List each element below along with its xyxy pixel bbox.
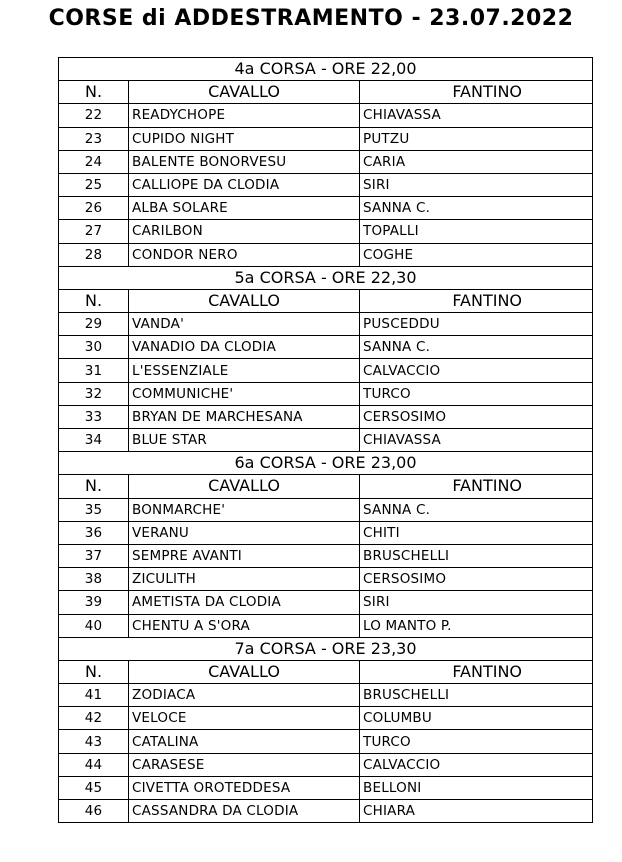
entry-horse: VANDA' xyxy=(129,313,360,336)
entry-number: 37 xyxy=(59,544,129,567)
table-row xyxy=(59,382,593,405)
entry-number: 35 xyxy=(59,498,129,521)
entry-horse: CIVETTA OROTEDDESA xyxy=(129,776,360,799)
entry-horse: BONMARCHE' xyxy=(129,498,360,521)
column-header-jockey: FANTINO xyxy=(360,475,593,498)
entry-number: 23 xyxy=(59,127,129,150)
entry-horse: BRYAN DE MARCHESANA xyxy=(129,405,360,428)
entry-jockey: PUTZU xyxy=(360,127,593,150)
race-header: 6a CORSA - ORE 23,00 xyxy=(59,452,593,475)
entry-number: 24 xyxy=(59,150,129,173)
table-row xyxy=(59,104,593,127)
column-header-jockey: FANTINO xyxy=(360,660,593,683)
entry-horse: BLUE STAR xyxy=(129,429,360,452)
table-row xyxy=(59,498,593,521)
entry-jockey: CERSOSIMO xyxy=(360,568,593,591)
entry-number: 34 xyxy=(59,429,129,452)
table-row xyxy=(59,127,593,150)
entry-jockey: CHIAVASSA xyxy=(360,429,593,452)
entry-horse: CHENTU A S'ORA xyxy=(129,614,360,637)
entry-jockey: SANNA C. xyxy=(360,197,593,220)
column-header-number: N. xyxy=(59,81,129,104)
entry-number: 27 xyxy=(59,220,129,243)
entry-horse: BALENTE BONORVESU xyxy=(129,150,360,173)
entry-horse: SEMPRE AVANTI xyxy=(129,544,360,567)
entry-horse: CATALINA xyxy=(129,730,360,753)
entry-horse: READYCHOPE xyxy=(129,104,360,127)
table-row xyxy=(59,405,593,428)
entry-jockey: CALVACCIO xyxy=(360,753,593,776)
table-row xyxy=(59,591,593,614)
entry-jockey: COLUMBU xyxy=(360,707,593,730)
table-row xyxy=(59,544,593,567)
entry-number: 29 xyxy=(59,313,129,336)
column-header-number: N. xyxy=(59,475,129,498)
column-header-horse: CAVALLO xyxy=(129,475,360,498)
entry-jockey: CHIAVASSA xyxy=(360,104,593,127)
entry-jockey: TURCO xyxy=(360,730,593,753)
entry-number: 45 xyxy=(59,776,129,799)
entry-horse: VERANU xyxy=(129,521,360,544)
entry-horse: L'ESSENZIALE xyxy=(129,359,360,382)
table-row xyxy=(59,150,593,173)
entry-jockey: SANNA C. xyxy=(360,336,593,359)
race-header: 5a CORSA - ORE 22,30 xyxy=(59,266,593,289)
column-header-jockey: FANTINO xyxy=(360,289,593,312)
entry-horse: CARASESE xyxy=(129,753,360,776)
entry-jockey: BRUSCHELLI xyxy=(360,684,593,707)
column-header-number: N. xyxy=(59,660,129,683)
entry-horse: ZICULITH xyxy=(129,568,360,591)
entry-number: 46 xyxy=(59,800,129,823)
column-header-row xyxy=(59,475,593,498)
entry-number: 31 xyxy=(59,359,129,382)
race-header: 7a CORSA - ORE 23,30 xyxy=(59,637,593,660)
table-row xyxy=(59,173,593,196)
entry-horse: CUPIDO NIGHT xyxy=(129,127,360,150)
entry-number: 33 xyxy=(59,405,129,428)
entry-number: 30 xyxy=(59,336,129,359)
entry-jockey: TOPALLI xyxy=(360,220,593,243)
race-header: 4a CORSA - ORE 22,00 xyxy=(59,58,593,81)
entry-jockey: BELLONI xyxy=(360,776,593,799)
table-row xyxy=(59,568,593,591)
table-row xyxy=(59,800,593,823)
entry-jockey: CHITI xyxy=(360,521,593,544)
entry-horse: ALBA SOLARE xyxy=(129,197,360,220)
table-row xyxy=(59,336,593,359)
entry-number: 22 xyxy=(59,104,129,127)
entry-number: 25 xyxy=(59,173,129,196)
table-row xyxy=(59,684,593,707)
entry-horse: AMETISTA DA CLODIA xyxy=(129,591,360,614)
entry-jockey: CALVACCIO xyxy=(360,359,593,382)
column-header-row xyxy=(59,289,593,312)
entry-number: 39 xyxy=(59,591,129,614)
entry-horse: CARILBON xyxy=(129,220,360,243)
table-row xyxy=(59,359,593,382)
table-row xyxy=(59,313,593,336)
column-header-row xyxy=(59,660,593,683)
entry-number: 26 xyxy=(59,197,129,220)
entry-horse: ZODIACA xyxy=(129,684,360,707)
entry-horse: COMMUNICHE' xyxy=(129,382,360,405)
table-row xyxy=(59,521,593,544)
entry-horse: CALLIOPE DA CLODIA xyxy=(129,173,360,196)
entry-jockey: PUSCEDDU xyxy=(360,313,593,336)
column-header-number: N. xyxy=(59,289,129,312)
entry-jockey: TURCO xyxy=(360,382,593,405)
entry-horse: CONDOR NERO xyxy=(129,243,360,266)
entry-number: 43 xyxy=(59,730,129,753)
column-header-horse: CAVALLO xyxy=(129,289,360,312)
entry-number: 28 xyxy=(59,243,129,266)
entry-number: 32 xyxy=(59,382,129,405)
race-header-row xyxy=(59,452,593,475)
entry-number: 40 xyxy=(59,614,129,637)
table-row xyxy=(59,243,593,266)
entry-horse: VELOCE xyxy=(129,707,360,730)
table-row xyxy=(59,197,593,220)
race-header-row xyxy=(59,58,593,81)
column-header-horse: CAVALLO xyxy=(129,81,360,104)
entry-jockey: SANNA C. xyxy=(360,498,593,521)
table-row xyxy=(59,220,593,243)
race-header-row xyxy=(59,637,593,660)
table-row xyxy=(59,429,593,452)
table-row xyxy=(59,614,593,637)
races-body xyxy=(59,58,593,823)
table-row xyxy=(59,753,593,776)
entry-number: 36 xyxy=(59,521,129,544)
entry-jockey: CHIARA xyxy=(360,800,593,823)
entry-number: 41 xyxy=(59,684,129,707)
entry-number: 44 xyxy=(59,753,129,776)
table-row xyxy=(59,776,593,799)
table-row xyxy=(59,730,593,753)
column-header-row xyxy=(59,81,593,104)
entry-number: 42 xyxy=(59,707,129,730)
entry-number: 38 xyxy=(59,568,129,591)
entry-jockey: LO MANTO P. xyxy=(360,614,593,637)
column-header-jockey: FANTINO xyxy=(360,81,593,104)
entry-horse: CASSANDRA DA CLODIA xyxy=(129,800,360,823)
entry-jockey: SIRI xyxy=(360,173,593,196)
entry-jockey: COGHE xyxy=(360,243,593,266)
page-title: CORSE di ADDESTRAMENTO - 23.07.2022 xyxy=(48,6,574,31)
column-header-horse: CAVALLO xyxy=(129,660,360,683)
entry-jockey: SIRI xyxy=(360,591,593,614)
entry-jockey: BRUSCHELLI xyxy=(360,544,593,567)
entry-jockey: CARIA xyxy=(360,150,593,173)
entry-jockey: CERSOSIMO xyxy=(360,405,593,428)
table-row xyxy=(59,707,593,730)
races-table xyxy=(58,57,593,823)
race-header-row xyxy=(59,266,593,289)
entry-horse: VANADIO DA CLODIA xyxy=(129,336,360,359)
